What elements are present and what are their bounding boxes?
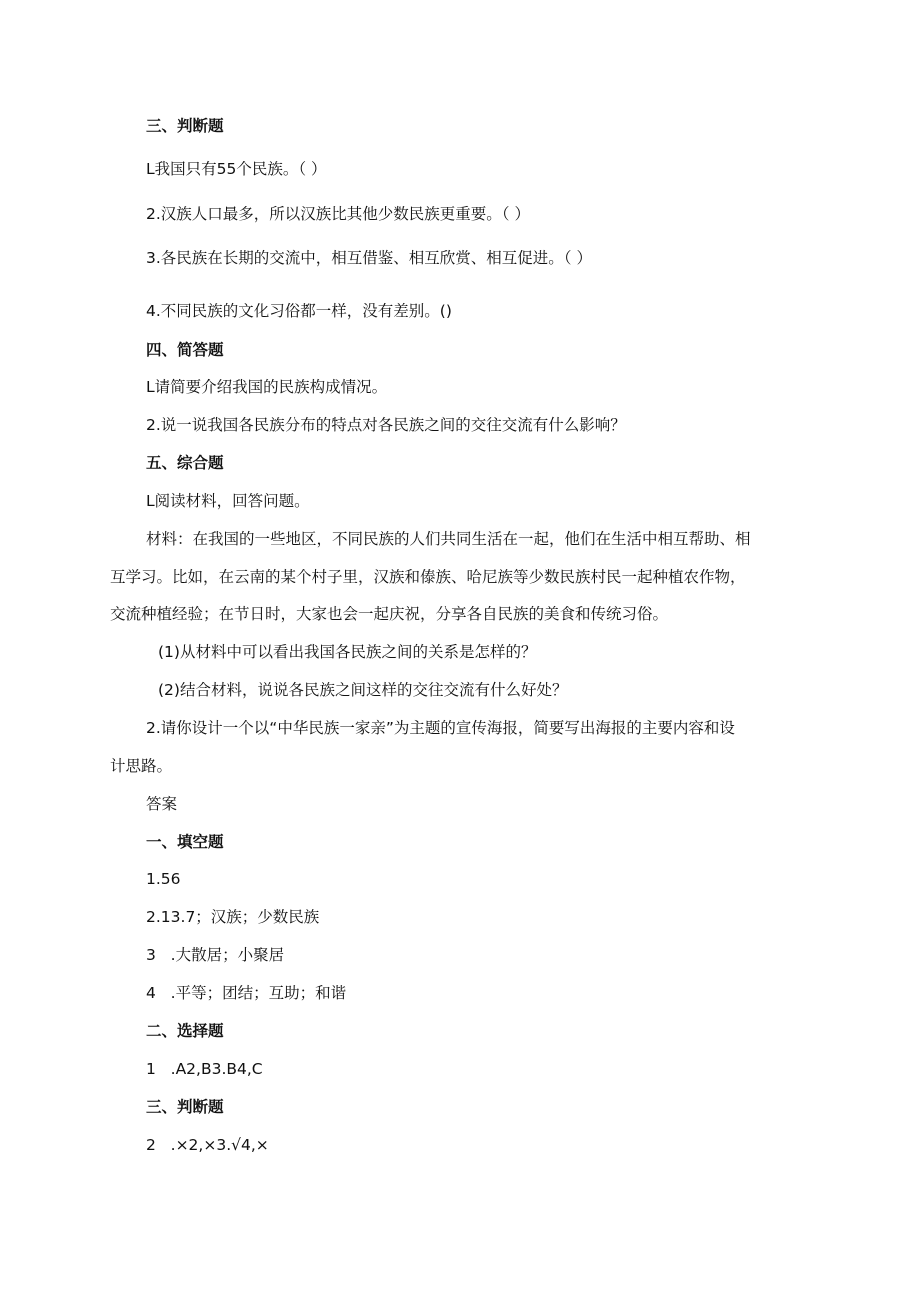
comprehensive-question-1: L阅读材料，回答问题。 xyxy=(146,492,310,510)
comprehensive-question-2-line-2: 计思路。 xyxy=(110,757,173,775)
section-heading-comprehensive: 五、综合题 xyxy=(146,454,224,472)
material-line-2: 互学习。比如，在云南的某个村子里，汉族和傣族、哈尼族等少数民族村民一起种植农作物， xyxy=(110,568,746,586)
sub-question-2: (2)结合材料，说说各民族之间这样的交往交流有什么好处？ xyxy=(158,681,568,699)
judgement-question-1: L我国只有55个民族。（ ） xyxy=(146,160,327,178)
material-line-1: 材料：在我国的一些地区，不同民族的人们共同生活在一起，他们在生活中相互帮助、相 xyxy=(146,530,751,548)
judgement-question-3: 3.各民族在长期的交流中，相互借鉴、相互欣赏、相互促进。（ ） xyxy=(146,249,592,267)
answer-heading-multiple-choice: 二、选择题 xyxy=(146,1022,224,1040)
section-heading-judgement: 三、判断题 xyxy=(146,117,224,135)
answer-fill-blank-2: 2.13.7；汉族；少数民族 xyxy=(146,908,320,926)
answer-fill-blank-1: 1.56 xyxy=(146,870,181,888)
answers-title: 答案 xyxy=(146,795,178,813)
judgement-question-2: 2.汉族人口最多，所以汉族比其他少数民族更重要。（ ） xyxy=(146,205,530,223)
short-answer-question-2: 2.说一说我国各民族分布的特点对各民族之间的交往交流有什么影响？ xyxy=(146,416,626,434)
answer-judgement-1: 2 .×2,×3.√4,× xyxy=(146,1136,269,1154)
answer-multiple-choice-1: 1 .A2,B3.B4,C xyxy=(146,1060,263,1078)
answer-fill-blank-4: 4 .平等；团结；互助；和谐 xyxy=(146,984,347,1002)
judgement-question-4: 4.不同民族的文化习俗都一样，没有差别。() xyxy=(146,302,452,320)
short-answer-question-1: L请简要介绍我国的民族构成情况。 xyxy=(146,378,388,396)
comprehensive-question-2-line-1: 2.请你设计一个以“中华民族一家亲”为主题的宣传海报，简要写出海报的主要内容和设 xyxy=(146,719,735,737)
sub-question-1: (1)从材料中可以看出我国各民族之间的关系是怎样的？ xyxy=(158,643,537,661)
answer-heading-judgement: 三、判断题 xyxy=(146,1098,224,1116)
material-line-3: 交流种植经验；在节日时，大家也会一起庆祝，分享各自民族的美食和传统习俗。 xyxy=(110,605,669,623)
section-heading-short-answer: 四、简答题 xyxy=(146,341,224,359)
answer-fill-blank-3: 3 .大散居；小聚居 xyxy=(146,946,285,964)
answer-heading-fill-blank: 一、填空题 xyxy=(146,833,224,851)
